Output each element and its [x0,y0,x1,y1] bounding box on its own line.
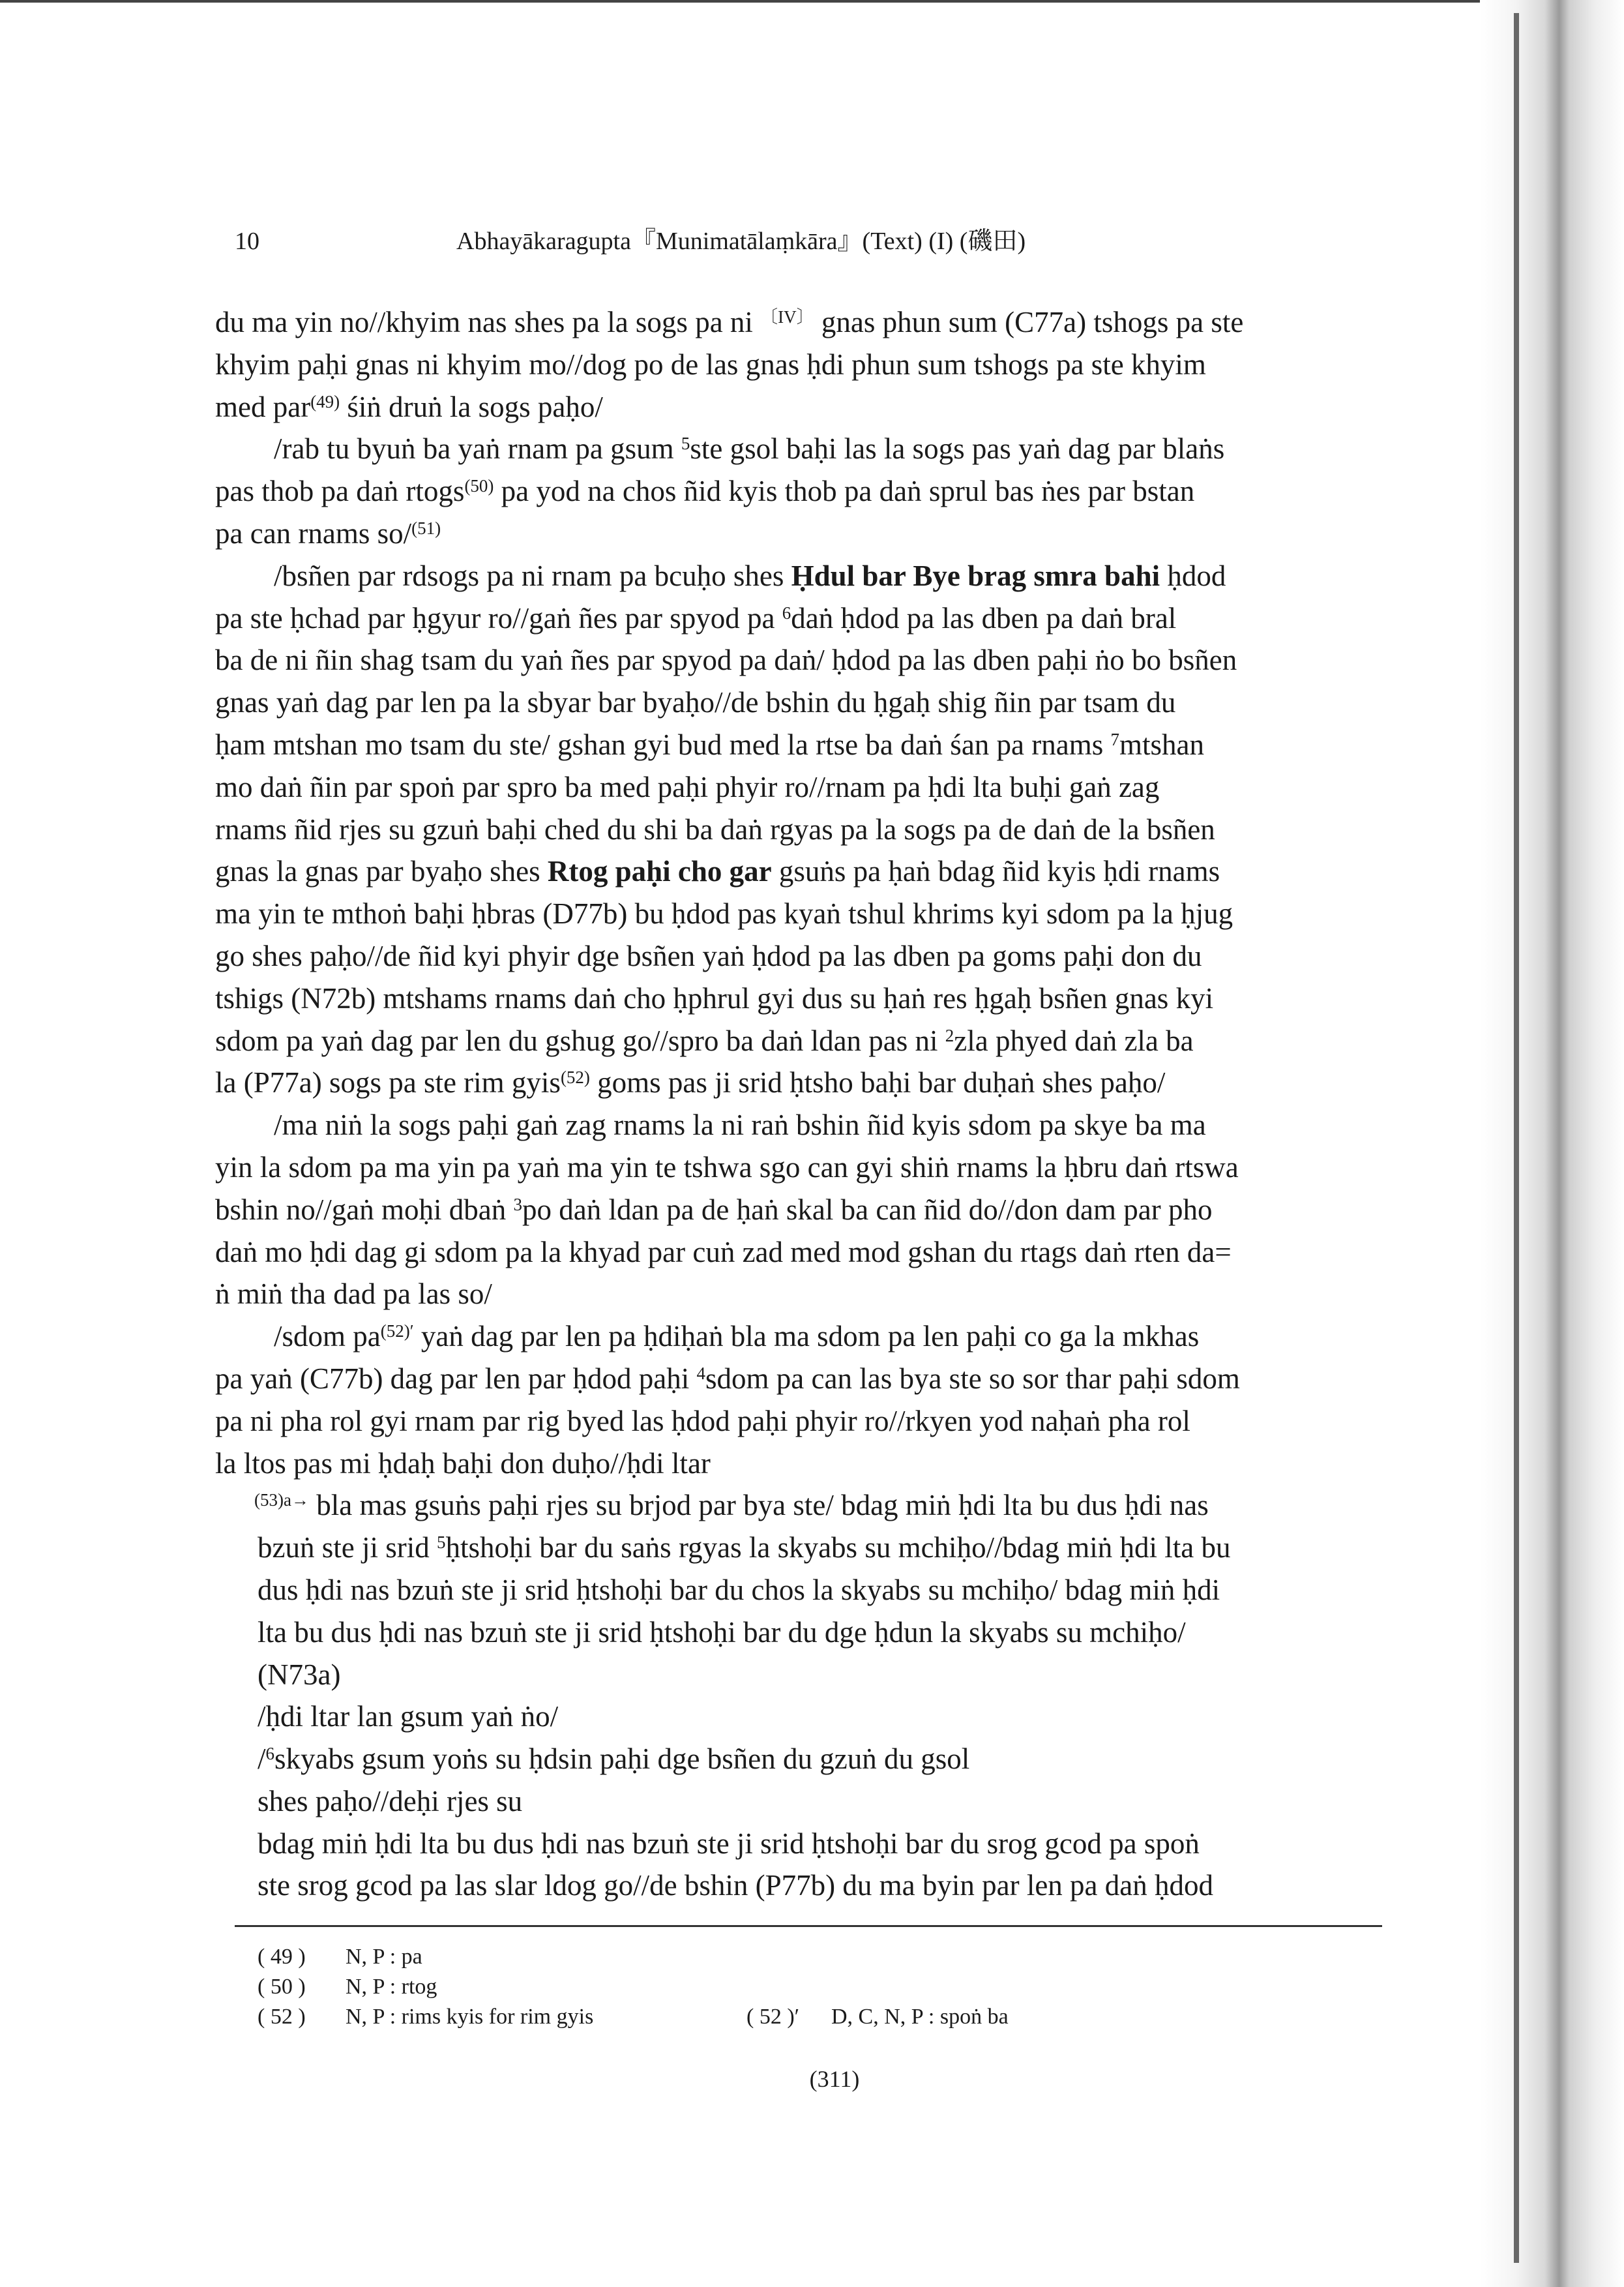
note-marker: 5 [681,434,690,454]
text-run: goms pas ji srid ḥtsho baḥi bar duḥaṅ shes paḥo/ [589,1066,1166,1099]
text-run: ḥdod [1160,559,1226,592]
bold-title: Ḥdul bar Bye brag smra bahi [791,559,1160,592]
text-run: mtshan [1119,728,1204,761]
note-marker: (52) [560,1068,590,1088]
text-run: / [258,1742,266,1776]
text-line [215,1569,1389,1611]
note-marker: 7 [1110,729,1119,749]
text-line [215,1696,1389,1738]
text-line [215,386,1389,428]
text-run: ste gsol baḥi las la sogs pas yaṅ dag par blaṅs [690,432,1225,466]
text-run: rnams ñid rjes su gzuṅ baḥi ched du shi ba daṅ rgyas pa la sogs pa de daṅ de la bsñen [215,813,1215,846]
text-line [215,597,1389,640]
note-marker: 5 [436,1532,446,1553]
text-line [215,1738,1389,1780]
text-line [215,344,1389,386]
text-run: khyim paḥi gnas ni khyim mo//dog po de las gnas ḥdi phun sum tshogs pa ste khyim [215,348,1206,381]
text-run: la (P77a) sogs pa ste rim gyis [215,1066,561,1099]
text-run: dus ḥdi nas bzuṅ ste ji srid ḥtshoḥi bar du chos la skyabs su mchiḥo/ bdag miṅ ḥdi [258,1573,1220,1606]
text-line [215,809,1389,851]
text-line [215,1020,1389,1062]
text-run: la ltos pas mi ḥdaḥ baḥi don duḥo//ḥdi ltar [215,1446,711,1480]
text-run: gnas phun sum (C77a) tshogs pa ste [814,306,1244,338]
bold-title: Rtog paḥi cho gar [547,855,772,888]
text-line [215,724,1389,766]
text-run: śiṅ druṅ la sogs paḥo/ [340,390,603,423]
footnote-number: ( 49 ) [258,1945,306,1969]
text-line [215,1527,1389,1569]
text-line [215,850,1389,893]
note-marker: 6 [782,603,791,623]
footnote-item [258,1972,1366,2002]
text-line [215,1864,1389,1907]
text-line [215,978,1389,1020]
text-run: daṅ mo ḥdi dag gi sdom pa la khyad par cuṅ zad med mod gshan du rtags daṅ rten da= [215,1235,1232,1268]
text-line [215,1611,1389,1654]
text-line [215,1654,1389,1696]
scan-top-edge [0,0,1624,3]
text-run: ḥam mtshan mo tsam du ste/ gshan gyi bud med la rtse ba daṅ śan pa rnams [215,728,1111,761]
text-run: pa ni pha rol gyi rnam par rig byed las ḥdod paḥi phyir ro//rkyen yod naḥaṅ pha rol [215,1404,1190,1437]
footnotes [258,1942,1366,2032]
text-run: lta bu dus ḥdi nas bzuṅ ste ji srid ḥtshoḥi bar du dge ḥdun la skyabs su mchiḥo/ [258,1615,1186,1649]
note-marker: 3 [513,1194,522,1214]
page-footer-number: (311) [809,2066,860,2092]
text-run: du ma yin no//khyim nas shes pa la sogs pa ni [215,306,761,338]
text-line [215,1231,1389,1274]
text-line [215,1189,1389,1231]
footnote-text: D, C, N, P : spoṅ ba [831,2005,1009,2029]
running-title: Abhayākaragupta『Munimatālaṃkāra』(Text) (I) (磯田) [456,228,1026,255]
text-run: (N73a) [258,1658,341,1691]
text-run: med par [215,390,311,423]
text-line [215,555,1389,597]
footnote-item [258,1942,1366,1972]
text-line [215,1780,1389,1823]
text-run: gnas la gnas par byaḥo shes [215,855,548,888]
text-run: pas thob pa daṅ rtogs [215,475,465,508]
text-run: pa yaṅ (C77b) dag par len par ḥdod paḥi [215,1362,697,1395]
text-run: ṅ miṅ tha dad pa las so/ [215,1278,492,1311]
text-line [215,301,1389,344]
text-run: ma yin te mthoṅ baḥi ḥbras (D77b) bu ḥdod pas kyaṅ tshul khrims kyi sdom pa la ḥjug [215,897,1233,931]
text-line [215,1442,1389,1485]
text-line [215,1358,1389,1400]
text-run: gsuṅs pa ḥaṅ bdag ñid kyis ḥdi rnams [771,855,1220,888]
note-marker: 〔IV〕 [760,307,814,327]
text-line [215,1484,1389,1527]
footnote-number: ( 50 ) [258,1975,306,1999]
text-run: tshigs (N72b) mtshams rnams daṅ cho ḥphrul gyi dus su ḥaṅ res ḥgaḥ bsñen gnas kyi [215,981,1214,1015]
text-run: sdom pa yaṅ dag par len du gshug go//spro ba daṅ ldan pas ni [215,1024,945,1057]
text-run: /sdom pa [274,1320,381,1353]
text-run: go shes paḥo//de ñid kyi phyir dge bsñen yaṅ ḥdod pa las dben pa goms paḥi don du [215,939,1202,972]
text-run: bdag miṅ ḥdi lta bu dus ḥdi nas bzuṅ ste ji srid ḥtshoḥi bar du srog gcod pa spoṅ [258,1827,1200,1860]
text-run: zla phyed daṅ zla ba [954,1024,1194,1057]
text-line [215,1315,1389,1358]
footnote-rule [235,1925,1382,1927]
note-marker: 4 [696,1363,706,1383]
text-run: /ḥdi ltar lan gsum yaṅ ṅo/ [258,1700,559,1733]
text-line [215,1146,1389,1189]
footnote-number: ( 52 ) [258,2005,306,2029]
note-marker: 2 [945,1025,954,1045]
text-line [215,1823,1389,1865]
text-run: /ma niṅ la sogs paḥi gaṅ zag rnams la ni raṅ bshin ñid kyis sdom pa skye ba ma [274,1109,1206,1142]
footnote-item [258,2002,1366,2032]
text-run: ste srog gcod pa las slar ldog go//de bshin (P77b) du ma byin par len pa daṅ ḥdod [258,1869,1213,1902]
note-marker: 6 [265,1744,275,1764]
text-run: bla mas gsuṅs paḥi rjes su brjod par bya ste/ bdag miṅ ḥdi lta bu dus ḥdi nas [308,1489,1209,1522]
text-run: /bsñen par rdsogs pa ni rnam pa bcuḥo shes [274,559,791,592]
main-text [215,301,1389,1907]
text-line [215,681,1389,724]
text-run: pa yod na chos ñid kyis thob pa daṅ sprul bas ṅes par bstan [494,475,1195,508]
text-line [215,1400,1389,1442]
text-run: daṅ ḥdod pa las dben pa daṅ bral [791,601,1177,635]
text-run: sdom pa can las bya ste so sor thar paḥi sdom [705,1362,1240,1395]
text-run: shes paḥo//deḥi rjes su [258,1784,523,1817]
text-line [215,428,1389,470]
text-run: ḥtshoḥi bar du saṅs rgyas la skyabs su mchiḥo//bdag miṅ ḥdi lta bu [445,1531,1231,1564]
text-run: yaṅ dag par len pa ḥdiḥaṅ bla ma sdom pa len paḥi co ga la mkhas [413,1320,1200,1353]
text-run: bshin no//gaṅ moḥi dbaṅ [215,1193,514,1226]
note-marker: (52)′ [380,1321,414,1341]
page-number: 10 [235,228,259,255]
footnote-text: N, P : rims kyis for rim gyis [346,2005,594,2029]
text-run: /rab tu byuṅ ba yaṅ rnam pa gsum [274,432,681,466]
text-line [215,1062,1389,1104]
note-marker: (49) [310,391,340,411]
text-run: mo daṅ ñin par spoṅ par spro ba med paḥi phyir ro//rnam pa ḥdi lta buḥi gaṅ zag [215,770,1160,803]
text-line [215,935,1389,978]
note-marker: (50) [464,476,494,496]
text-line [215,766,1389,809]
text-run: pa ste ḥchad par ḥgyur ro//gaṅ ñes par spyod pa [215,601,782,635]
text-line [215,893,1389,935]
text-line [215,470,1389,513]
footnote-number: ( 52 )′ [746,2005,800,2029]
footnote-text: N, P : pa [346,1945,422,1969]
note-marker: (53)a→ [254,1490,309,1510]
footnote-text: N, P : rtog [346,1975,437,1999]
text-line [215,639,1389,681]
text-run: ba de ni ñin shag tsam du yaṅ ñes par spyod pa daṅ/ ḥdod pa las dben paḥi ṅo bo bsñen [215,644,1237,677]
running-header [235,222,1473,261]
text-line [215,1104,1389,1146]
scan-binding-shadow [1480,0,1624,2287]
text-run: gnas yaṅ dag par len pa la sbyar bar byaḥo//de bshin du ḥgaḥ shig ñin par tsam du [215,686,1176,719]
text-run: pa can rnams so/ [215,516,412,550]
text-run: skyabs gsum yoṅs su ḥdsin paḥi dge bsñen du gzuṅ du gsol [274,1742,970,1776]
scan-binding-line [1514,13,1519,2263]
text-line [215,1273,1389,1315]
text-run: po daṅ ldan pa de ḥaṅ skal ba can ñid do//don dam par pho [522,1193,1213,1226]
note-marker: (51) [411,518,441,538]
text-run: yin la sdom pa ma yin pa yaṅ ma yin te tshwa sgo can gyi shiṅ rnams la ḥbru daṅ rtswa [215,1150,1239,1184]
text-line [215,513,1389,555]
text-run: bzuṅ ste ji srid [258,1531,437,1564]
